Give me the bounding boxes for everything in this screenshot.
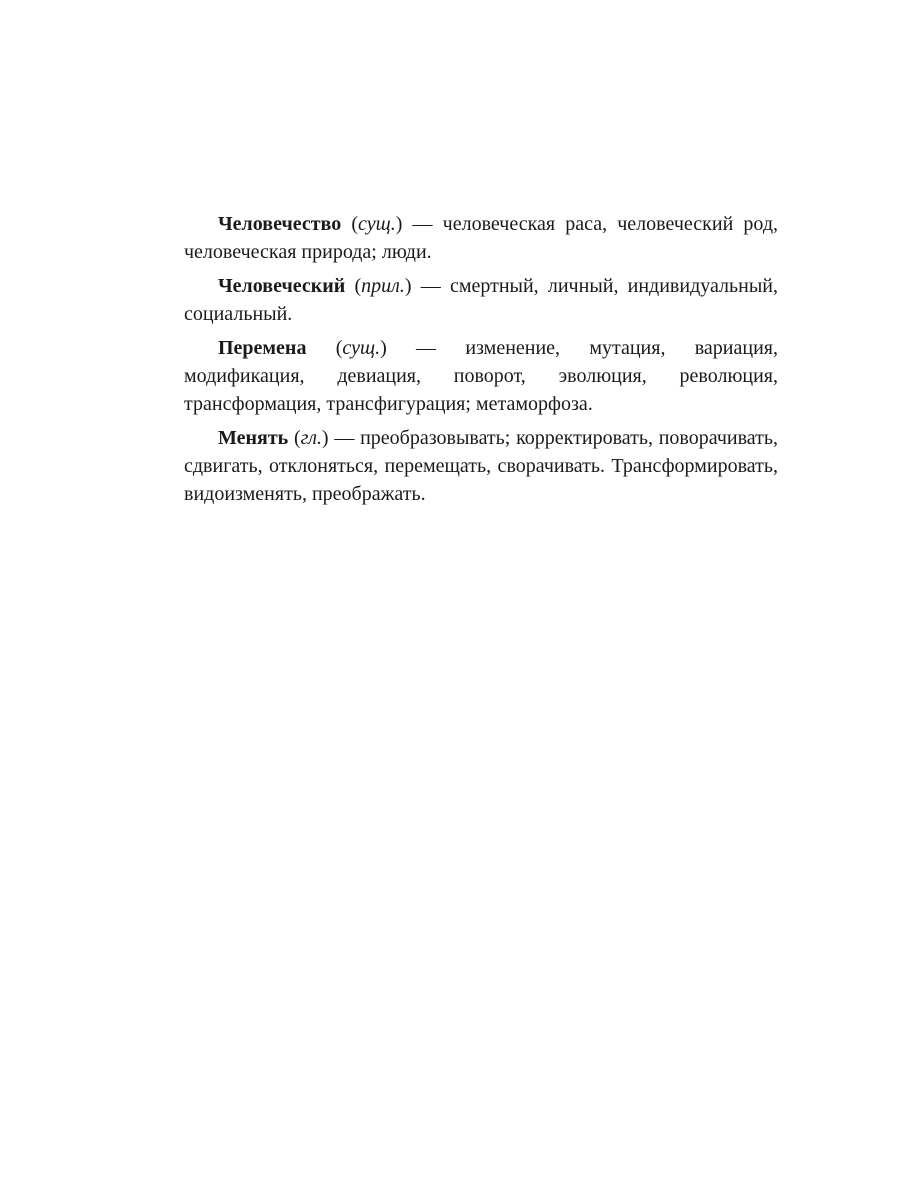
entry-part-of-speech: сущ. bbox=[342, 337, 381, 359]
entry-headword: Человеческий bbox=[218, 275, 346, 297]
dictionary-entry-menyat: Менять (гл.) — преобразовывать; корректировать, поворачивать, сдвигать, отклоняться, перемещать, сворачивать. Трансформировать, видоизменять, преображать. bbox=[184, 427, 778, 505]
entry-headword: Менять bbox=[218, 427, 289, 449]
entry-definition: человеческая раса, человеческий род, человеческая природа; люди. bbox=[184, 213, 778, 263]
entry-part-of-speech: гл. bbox=[300, 427, 322, 449]
entry-definition: смертный, личный, индивидуальный, социальный. bbox=[184, 275, 778, 325]
entry-headword: Человечество bbox=[218, 213, 342, 235]
page-body bbox=[184, 210, 778, 514]
entry-definition: преобразовывать; корректировать, поворачивать, сдвигать, отклоняться, перемещать, сворачивать. Трансформировать, видоизменять, преображать. bbox=[184, 427, 778, 505]
entry-headword: Перемена bbox=[218, 337, 307, 359]
entry-part-of-speech: сущ. bbox=[358, 213, 396, 235]
dictionary-entry-chelovecheskiy: Человеческий (прил.) — смертный, личный, индивидуальный, социальный. bbox=[184, 275, 778, 325]
dictionary-entry-peremena: Перемена (сущ.) — изменение, мутация, вариация, модификация, девиация, поворот, эволюция, революция, трансформация, трансфигурация; метаморфоза. bbox=[184, 337, 778, 415]
dictionary-entry-chelovechestvo: Человечество (сущ.) — человеческая раса, человеческий род, человеческая природа; люди. bbox=[184, 213, 778, 263]
entry-definition: изменение, мутация, вариация, модификация, девиация, поворот, эволюция, революция, трансформация, трансфигурация; метаморфоза. bbox=[184, 337, 778, 415]
entry-part-of-speech: прил. bbox=[361, 275, 405, 297]
